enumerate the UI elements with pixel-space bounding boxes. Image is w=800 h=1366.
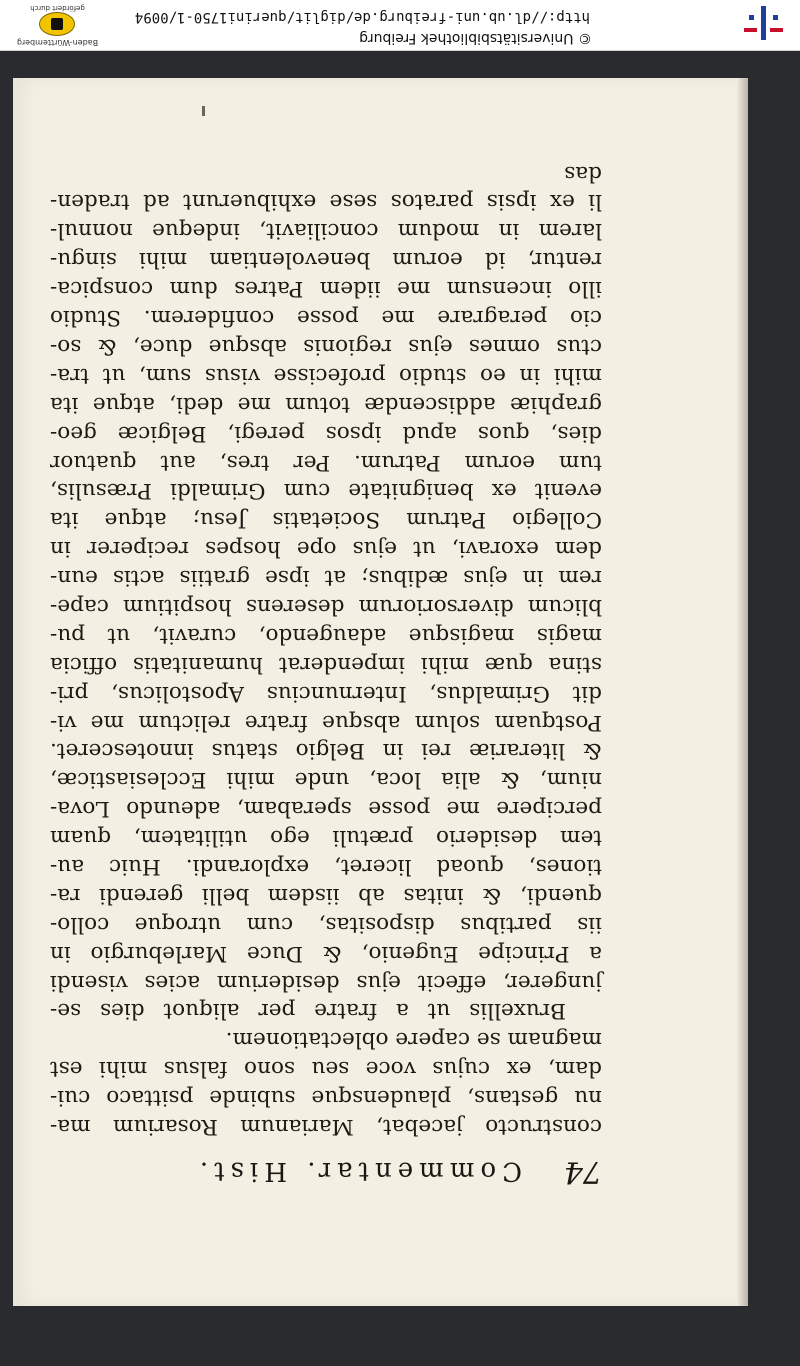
text-line: graphiæ addiscendæ totum me dedi, atque ita: [50, 391, 602, 417]
permalink-url[interactable]: http://dl.ub.uni-freiburg.de/diglit/querini1750-1/0094: [134, 9, 590, 25]
text-line: a Principe Eugenio, & Duce Marleburgio in: [50, 940, 602, 966]
text-line: magnam se capere oblectationem.: [225, 1027, 602, 1053]
ink-speck: [202, 106, 205, 116]
text-line: dem exoravi, ut ejus ope hospes reciperer in: [50, 536, 602, 562]
text-line: stina quæ mihi impenderat humanitatis officia: [50, 651, 602, 677]
text-line: nium, & alia loca, unde mihi Ecclesiasticæ,: [50, 767, 602, 793]
text-line: ctus omnes ejus regionis absque duce, & so-: [50, 333, 602, 359]
text-line: Bruxellis ut a fratre per aliquot dies se-: [50, 998, 566, 1024]
text-line: dit Grimaldus, Internuncius Apostolicus, pri-: [50, 680, 602, 706]
running-head: [82, 1149, 602, 1189]
logo-bar-left: [770, 28, 783, 32]
ub-freiburg-logo-icon[interactable]: [740, 2, 786, 42]
seal-mark-icon: [51, 18, 63, 30]
page-number: 74: [563, 1154, 602, 1189]
text-line: evenit ex benignitate cum Grimaldi Præsulis,: [50, 478, 602, 504]
text-line: cio peragrare me posse confiderem. Studio: [50, 305, 602, 331]
funder-name: Baden-Württemberg: [16, 38, 99, 47]
baden-wuerttemberg-seal-icon: [39, 12, 75, 36]
funder-caption: gefördert durch: [30, 4, 85, 12]
text-line: rem in ejus ædibus; at ipse gratiis actis eun-: [50, 565, 602, 591]
logo-dot-left: [773, 15, 778, 20]
text-line: nu gestans, plaudensque subinde psittaco cui-: [50, 1085, 602, 1111]
text-line: larem in modum conciliavit, indeque nonnul-: [50, 218, 602, 244]
text-line: jungerer, effecit ejus desiderium acies visendi: [50, 969, 602, 995]
text-line: Collegio Patrum Societatis Jesu; atque ita: [50, 507, 602, 533]
copyright-notice: © Universitätsbibliothek Freiburg: [359, 30, 592, 46]
text-line: & literariæ rei in Belgio status innotesceret.: [50, 738, 602, 764]
logo-dot-right: [749, 15, 754, 20]
text-line: Postquam solum absque fratre relictum me vi-: [50, 709, 602, 735]
text-line: tiones, quoad liceret, explorandi. Huic au-: [50, 853, 602, 879]
text-line: iis partibus dispositas, cum utroque collo-: [50, 911, 602, 937]
text-line: li ex ipsis paratos sese exhibuerunt ad traden-: [50, 189, 602, 215]
text-line: tum eorum Patrum. Per tres, aut quatuor: [50, 449, 602, 475]
text-line: das: [564, 160, 602, 186]
text-line: illo incensum me iidem Patres dum conspica-: [50, 276, 602, 302]
logo-bar-vertical: [761, 6, 766, 40]
text-line: percipere me posse sperabam, adeundo Lova-: [50, 796, 602, 822]
text-line: dam, ex cujus voce seu sono falsus mihi est: [50, 1056, 602, 1082]
text-line: constructo jacebat, Marianum Rosarium ma-: [50, 1114, 602, 1139]
page-text: [50, 158, 602, 1140]
text-line: dies, quos apud ipsos peregi, Belgicæ geo-: [50, 420, 602, 446]
text-line: blicum diversoriorum deserens hospitium cape-: [50, 593, 602, 619]
text-line: quendi, & initas ab iisdem belli gerendi ra-: [50, 882, 602, 908]
running-title: Commentar. Hist.: [193, 1156, 522, 1186]
viewer-header: [0, 0, 800, 51]
page-gutter-shadow: [736, 78, 748, 1306]
text-line: rentur, id eorum benevolentiam mihi singu-: [50, 247, 602, 273]
text-line: magis magisque adaugendo, curavit, ut pu-: [50, 622, 602, 648]
funder-badge: [10, 3, 105, 47]
text-line: tem desiderio prætuli ego utilitatem, quam: [50, 825, 602, 851]
text-line: mihi in eo studio profecisse visus sum, ut tra-: [50, 362, 602, 388]
logo-bar-right: [744, 28, 757, 32]
